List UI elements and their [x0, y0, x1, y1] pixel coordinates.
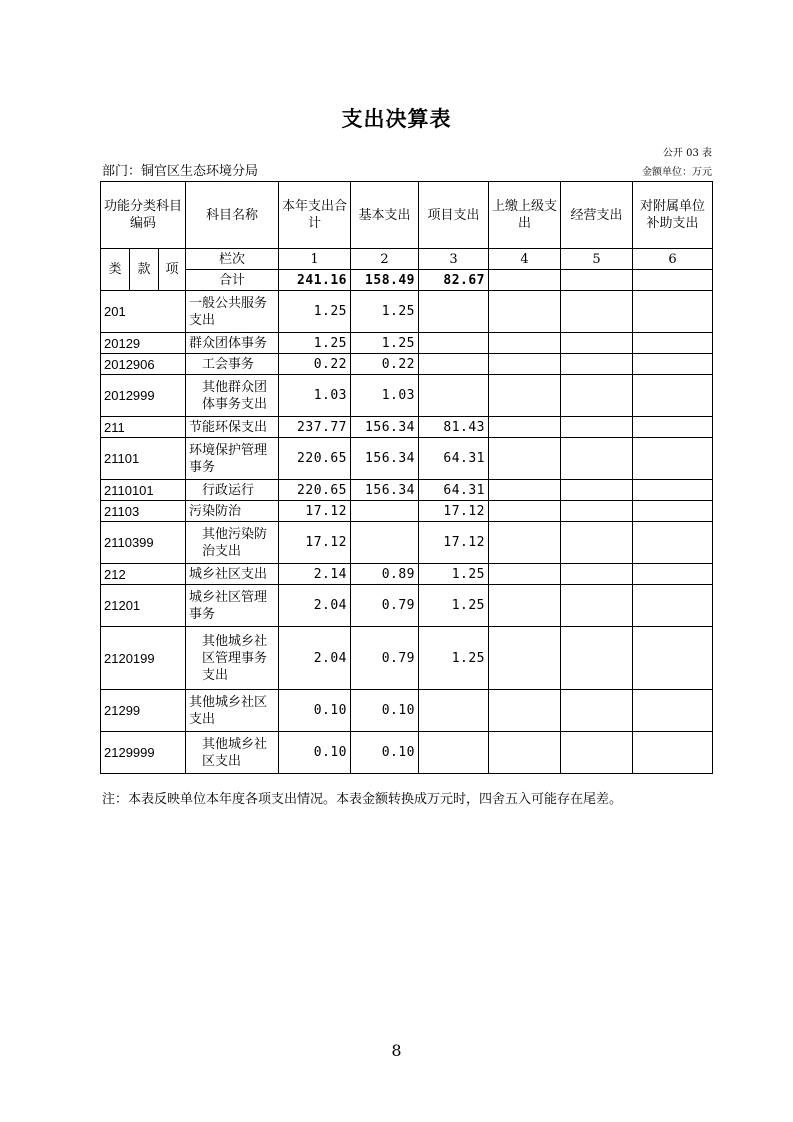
row-total: 1.03 [279, 375, 351, 417]
row-basic: 1.03 [351, 375, 419, 417]
row-subsidy [633, 522, 713, 564]
row-total: 17.12 [279, 522, 351, 564]
row-business [561, 690, 633, 732]
row-subsidy [633, 585, 713, 627]
row-upper [489, 585, 561, 627]
row-name: 其他城乡社区支出 [186, 690, 279, 732]
table-row [101, 522, 713, 564]
row-name: 城乡社区管理事务 [186, 585, 279, 627]
row-business [561, 333, 633, 354]
row-project: 64.31 [419, 480, 489, 501]
row-code: 21201 [101, 585, 186, 627]
row-subsidy [633, 627, 713, 690]
table-row [101, 375, 713, 417]
table-row [101, 354, 713, 375]
row-business [561, 564, 633, 585]
row-subsidy [633, 501, 713, 522]
col-num-1: 1 [279, 249, 351, 270]
row-business [561, 627, 633, 690]
form-code: 公开 03 表 [662, 148, 712, 159]
row-code: 21299 [101, 690, 186, 732]
row-subsidy [633, 333, 713, 354]
total-total: 241.16 [279, 270, 351, 291]
row-subsidy [633, 291, 713, 333]
row-project [419, 291, 489, 333]
row-subsidy [633, 690, 713, 732]
row-project: 1.25 [419, 627, 489, 690]
row-code: 201 [101, 291, 186, 333]
header-func-code: 功能分类科目编码 [101, 182, 186, 249]
row-code: 211 [101, 417, 186, 438]
header-business: 经营支出 [561, 182, 633, 249]
row-code: 21103 [101, 501, 186, 522]
row-upper [489, 501, 561, 522]
row-total: 2.04 [279, 627, 351, 690]
row-basic: 156.34 [351, 438, 419, 480]
col-num-3: 3 [419, 249, 489, 270]
row-business [561, 354, 633, 375]
row-subsidy [633, 354, 713, 375]
row-project [419, 354, 489, 375]
department-label: 部门：铜官区生态环境分局 [102, 164, 259, 179]
col-num-4: 4 [489, 249, 561, 270]
header-subsidy: 对附属单位补助支出 [633, 182, 713, 249]
row-name: 一般公共服务支出 [186, 291, 279, 333]
row-name: 其他城乡社区支出 [186, 732, 279, 774]
row-basic: 0.22 [351, 354, 419, 375]
header-project: 项目支出 [419, 182, 489, 249]
row-name: 污染防治 [186, 501, 279, 522]
row-basic: 1.25 [351, 291, 419, 333]
row-business [561, 417, 633, 438]
row-project: 1.25 [419, 585, 489, 627]
total-label: 合计 [186, 270, 279, 291]
row-name: 其他群众团体事务支出 [186, 375, 279, 417]
row-project: 17.12 [419, 501, 489, 522]
row-code: 2129999 [101, 732, 186, 774]
row-basic: 0.10 [351, 732, 419, 774]
row-upper [489, 354, 561, 375]
row-code: 20129 [101, 333, 186, 354]
row-subsidy [633, 480, 713, 501]
row-code: 21101 [101, 438, 186, 480]
row-code: 212 [101, 564, 186, 585]
row-business [561, 291, 633, 333]
table-row [101, 291, 713, 333]
col-num-2: 2 [351, 249, 419, 270]
row-total: 0.10 [279, 732, 351, 774]
header-total: 本年支出合计 [279, 182, 351, 249]
row-upper [489, 480, 561, 501]
table-row [101, 480, 713, 501]
row-upper [489, 417, 561, 438]
row-basic: 0.79 [351, 585, 419, 627]
row-subsidy [633, 375, 713, 417]
table-row [101, 501, 713, 522]
row-basic [351, 522, 419, 564]
row-total: 237.77 [279, 417, 351, 438]
row-basic: 156.34 [351, 480, 419, 501]
row-business [561, 732, 633, 774]
table-row [101, 585, 713, 627]
row-basic: 1.25 [351, 333, 419, 354]
footnote: 注：本表反映单位本年度各项支出情况。本表金额转换成万元时，四舍五入可能存在尾差。 [102, 792, 623, 807]
row-upper [489, 564, 561, 585]
unit-label: 金额单位：万元 [642, 167, 712, 178]
row-upper [489, 690, 561, 732]
row-project [419, 732, 489, 774]
page-number: 8 [391, 1041, 402, 1060]
row-code: 2110399 [101, 522, 186, 564]
row-subsidy [633, 417, 713, 438]
table-row [101, 438, 713, 480]
row-basic [351, 501, 419, 522]
row-project [419, 690, 489, 732]
row-subsidy [633, 732, 713, 774]
row-upper [489, 732, 561, 774]
row-project [419, 333, 489, 354]
row-code: 2120199 [101, 627, 186, 690]
row-upper [489, 375, 561, 417]
row-business [561, 480, 633, 501]
row-basic: 156.34 [351, 417, 419, 438]
header-kuan: 款 [130, 249, 159, 291]
table-row [101, 333, 713, 354]
row-upper [489, 438, 561, 480]
row-project: 17.12 [419, 522, 489, 564]
row-code: 2012906 [101, 354, 186, 375]
header-upper: 上缴上级支出 [489, 182, 561, 249]
row-business [561, 585, 633, 627]
row-total: 220.65 [279, 480, 351, 501]
total-basic: 158.49 [351, 270, 419, 291]
total-row [101, 270, 713, 291]
row-name: 其他城乡社区管理事务支出 [186, 627, 279, 690]
row-upper [489, 333, 561, 354]
row-name: 环境保护管理事务 [186, 438, 279, 480]
row-name: 节能环保支出 [186, 417, 279, 438]
row-business [561, 522, 633, 564]
row-project [419, 375, 489, 417]
row-total: 17.12 [279, 501, 351, 522]
row-upper [489, 291, 561, 333]
row-total: 1.25 [279, 291, 351, 333]
row-project: 64.31 [419, 438, 489, 480]
row-name: 工会事务 [186, 354, 279, 375]
row-total: 2.04 [279, 585, 351, 627]
row-subsidy [633, 564, 713, 585]
table-row [101, 690, 713, 732]
col-num-6: 6 [633, 249, 713, 270]
header-column-no: 栏次 [186, 249, 279, 270]
row-basic: 0.79 [351, 627, 419, 690]
row-name: 城乡社区支出 [186, 564, 279, 585]
expenditure-table [100, 181, 713, 774]
row-upper [489, 627, 561, 690]
table-row [101, 627, 713, 690]
col-num-5: 5 [561, 249, 633, 270]
table-row [101, 564, 713, 585]
row-subsidy [633, 438, 713, 480]
header-xiang: 项 [159, 249, 186, 291]
row-upper [489, 522, 561, 564]
row-total: 2.14 [279, 564, 351, 585]
row-total: 0.10 [279, 690, 351, 732]
table-row [101, 732, 713, 774]
row-total: 220.65 [279, 438, 351, 480]
page-title: 支出决算表 [341, 107, 452, 131]
row-basic: 0.10 [351, 690, 419, 732]
row-name: 其他污染防治支出 [186, 522, 279, 564]
header-basic: 基本支出 [351, 182, 419, 249]
row-business [561, 375, 633, 417]
row-code: 2110101 [101, 480, 186, 501]
table-row [101, 417, 713, 438]
row-total: 1.25 [279, 333, 351, 354]
row-name: 群众团体事务 [186, 333, 279, 354]
row-name: 行政运行 [186, 480, 279, 501]
header-lei: 类 [101, 249, 130, 291]
row-total: 0.22 [279, 354, 351, 375]
header-subject-name: 科目名称 [186, 182, 279, 249]
row-project: 1.25 [419, 564, 489, 585]
row-business [561, 501, 633, 522]
row-project: 81.43 [419, 417, 489, 438]
row-basic: 0.89 [351, 564, 419, 585]
row-code: 2012999 [101, 375, 186, 417]
total-project: 82.67 [419, 270, 489, 291]
row-business [561, 438, 633, 480]
